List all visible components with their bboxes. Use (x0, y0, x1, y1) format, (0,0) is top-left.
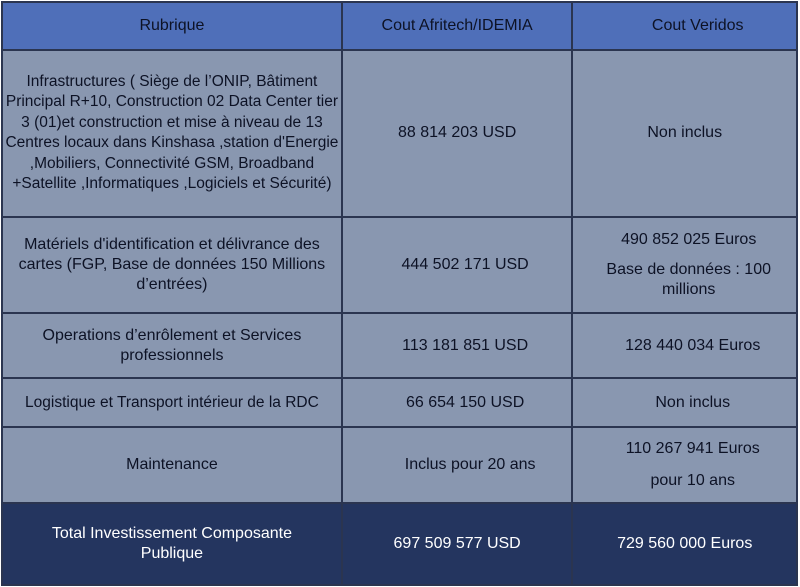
rubrique-cell: Operations d’enrôlement et Services professionnels (2, 313, 342, 378)
table-row (2, 50, 797, 217)
total-row (2, 503, 797, 585)
header-cout-veridos: Cout Veridos (572, 2, 797, 50)
afritech-cost-cell: 88 814 203 USD (342, 50, 573, 217)
header-cout-afritech: Cout Afritech/IDEMIA (342, 2, 573, 50)
afritech-cost-cell: 66 654 150 USD (342, 378, 573, 426)
veridos-cost-note: pour 10 ans (650, 471, 735, 489)
veridos-cost-cell: 128 440 034 Euros (572, 313, 797, 378)
table-row (2, 378, 797, 426)
veridos-cost-cell: Non inclus (572, 378, 797, 426)
veridos-cost-cell: Non inclus (572, 50, 797, 217)
veridos-cost-value: 490 852 025 Euros (621, 230, 757, 248)
header-row (2, 2, 797, 50)
header-rubrique: Rubrique (2, 2, 342, 50)
cost-comparison-table (1, 1, 798, 586)
veridos-cost-note: Base de données : 100 millions (606, 260, 771, 298)
table-row (2, 313, 797, 378)
veridos-cost-cell (572, 427, 797, 503)
total-label: Total Investissement Composante Publique (2, 503, 342, 585)
total-afritech: 697 509 577 USD (342, 503, 573, 585)
veridos-cost-value: 110 267 941 Euros (625, 439, 760, 457)
rubrique-cell: Logistique et Transport intérieur de la RDC (2, 378, 342, 426)
rubrique-cell: Matériels d'identification et délivrance des cartes (FGP, Base de données 150 Millions d’entrées) (2, 217, 342, 313)
veridos-cost-cell (572, 217, 797, 313)
table-row (2, 427, 797, 503)
total-veridos: 729 560 000 Euros (572, 503, 797, 585)
afritech-cost-cell: 444 502 171 USD (342, 217, 573, 313)
rubrique-cell: Maintenance (2, 427, 342, 503)
afritech-cost-cell: Inclus pour 20 ans (342, 427, 573, 503)
table-row (2, 217, 797, 313)
rubrique-cell: Infrastructures ( Siège de l’ONIP, Bâtiment Principal R+10, Construction 02 Data Center tier 3 (01)et construction et mise à niveau de 13 Centres locaux dans Kinshasa ,station d'Energie ,Mobiliers, Connectivité GSM, Broadband +Satellite ,Informatiques ,Logiciels et Sécurité) (2, 50, 342, 217)
afritech-cost-cell: 113 181 851 USD (342, 313, 573, 378)
